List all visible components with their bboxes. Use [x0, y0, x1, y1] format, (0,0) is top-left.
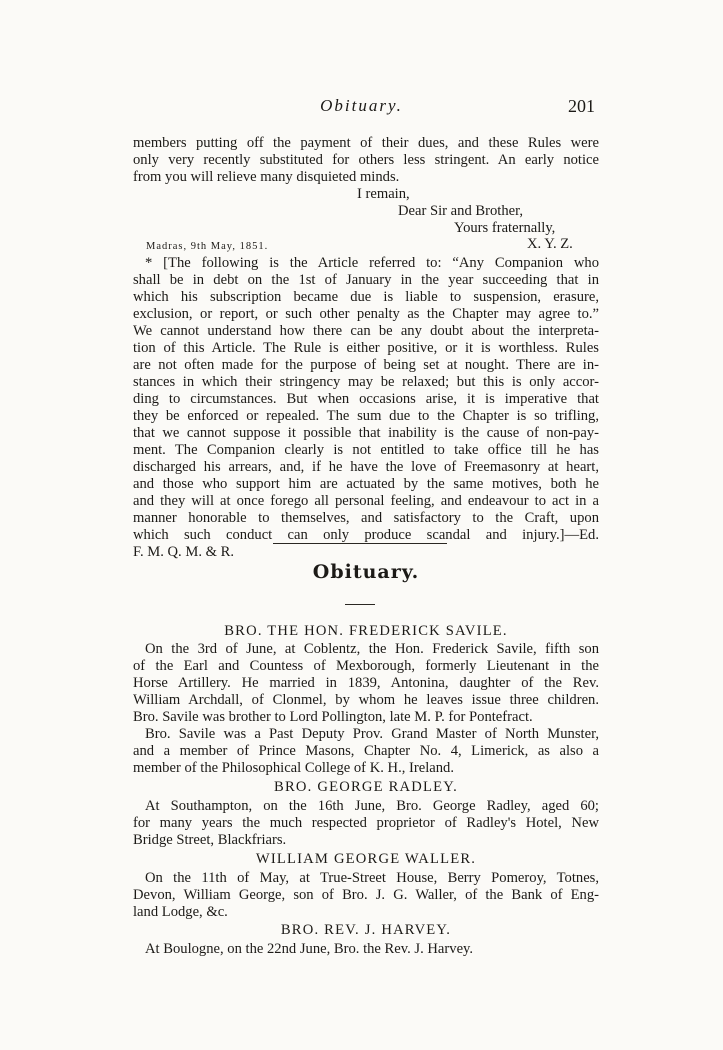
letter-place-date: Madras, 9th May, 1851. [146, 241, 269, 252]
editor-note-line: manner honorable to themselves, and satisfactory to the Craft, upon [133, 510, 599, 526]
editor-note-line: which his subscription became due is liable to suspension, erasure, [133, 289, 599, 305]
obituary-heading: BRO. GEORGE RADLEY. [274, 779, 458, 795]
obituary-line: At Southampton, on the 16th June, Bro. George Radley, aged 60; [145, 798, 599, 814]
editor-note-line: which such conduct can only produce scandal and injury.]—Ed. [133, 527, 599, 543]
obituary-line: On the 11th of May, at True-Street House, Berry Pomeroy, Totnes, [145, 870, 599, 886]
editor-note-line: discharged his arrears, and, if he have the love of Freemasonry at heart, [133, 459, 599, 475]
editor-note-line: and those who support him are actuated by the same motives, both he [133, 476, 599, 492]
title-divider [345, 604, 375, 605]
section-divider [273, 543, 447, 544]
obituary-line: Bro. Savile was brother to Lord Pollington, late M. P. for Pontefract. [133, 709, 533, 725]
obituary-line: land Lodge, &c. [133, 904, 228, 920]
editor-note-line: We cannot understand how there can be any doubt about the interpreta- [133, 323, 599, 339]
letter-salutation: Dear Sir and Brother, [398, 203, 524, 219]
section-title: Obituary. [312, 561, 420, 583]
editor-note-line: shall be in debt on the 1st of January in the year succeeding that in [133, 272, 599, 288]
obituary-line: member of the Philosophical College of K. H., Ireland. [133, 760, 454, 776]
obituary-line: Horse Artillery. He married in 1839, Antonina, daughter of the Rev. [133, 675, 599, 691]
letter-line: only very recently substituted for others less stringent. An early notice [133, 152, 599, 168]
editor-note-line: * [The following is the Article referred to: “Any Companion who [145, 255, 599, 271]
letter-closing: I remain, [357, 186, 410, 202]
obituary-line: William Archdall, of Clonmel, by whom he leaves issue three children. [133, 692, 599, 708]
obituary-line: On the 3rd of June, at Coblentz, the Hon. Frederick Savile, fifth son [145, 641, 599, 657]
obituary-line: At Boulogne, on the 22nd June, Bro. the Rev. J. Harvey. [145, 941, 474, 957]
editor-note-line: they be enforced or repealed. The sum due to the Chapter is so trifling, [133, 408, 599, 424]
obituary-line: Bridge Street, Blackfriars. [133, 832, 287, 848]
obituary-line: and a member of Prince Masons, Chapter No. 4, Limerick, as also a [133, 743, 599, 759]
editor-note-line: F. M. Q. M. & R. [133, 544, 235, 560]
obituary-line: of the Earl and Countess of Mexborough, formerly Lieutenant in the [133, 658, 599, 674]
letter-line: members putting off the payment of their dues, and these Rules were [133, 135, 599, 151]
page-number: 201 [568, 96, 595, 116]
obituary-heading: WILLIAM GEORGE WALLER. [255, 851, 477, 867]
obituary-heading: BRO. REV. J. HARVEY. [280, 922, 452, 938]
running-head [0, 96, 723, 120]
editor-note-line: and they will at once forego all personal feeling, and endeavour to act in a [133, 493, 599, 509]
editor-note-line: stances in which their stringency may be relaxed; but this is only accor- [133, 374, 599, 390]
obituary-line: Bro. Savile was a Past Deputy Prov. Grand Master of North Munster, [145, 726, 599, 742]
obituary-heading: BRO. THE HON. FREDERICK SAVILE. [224, 623, 508, 639]
letter-line: from you will relieve many disquieted minds. [133, 169, 400, 185]
obituary-line: Devon, William George, son of Bro. J. G. Waller, of the Bank of Eng- [133, 887, 599, 903]
editor-note-line: are not often made for the purpose of being set at nought. There are in- [133, 357, 599, 373]
editor-note-line: tion of this Article. The Rule is either positive, or it is worthless. Rules [133, 340, 599, 356]
editor-note-line: ding to circumstances. But when occasions arise, it is imperative that [133, 391, 599, 407]
letter-sign-off: Yours fraternally, [454, 220, 556, 236]
running-title: Obituary. [320, 96, 403, 115]
letter-signature: X. Y. Z. [527, 236, 573, 252]
obituary-line: for many years the much respected proprietor of Radley's Hotel, New [133, 815, 599, 831]
editor-note-line: exclusion, or report, or such other penalty as the Chapter may agree to.” [133, 306, 599, 322]
editor-note-line: that we cannot suppose it possible that inability is the cause of non-pay- [133, 425, 599, 441]
editor-note-line: ment. The Companion clearly is not entitled to take office till he has [133, 442, 599, 458]
